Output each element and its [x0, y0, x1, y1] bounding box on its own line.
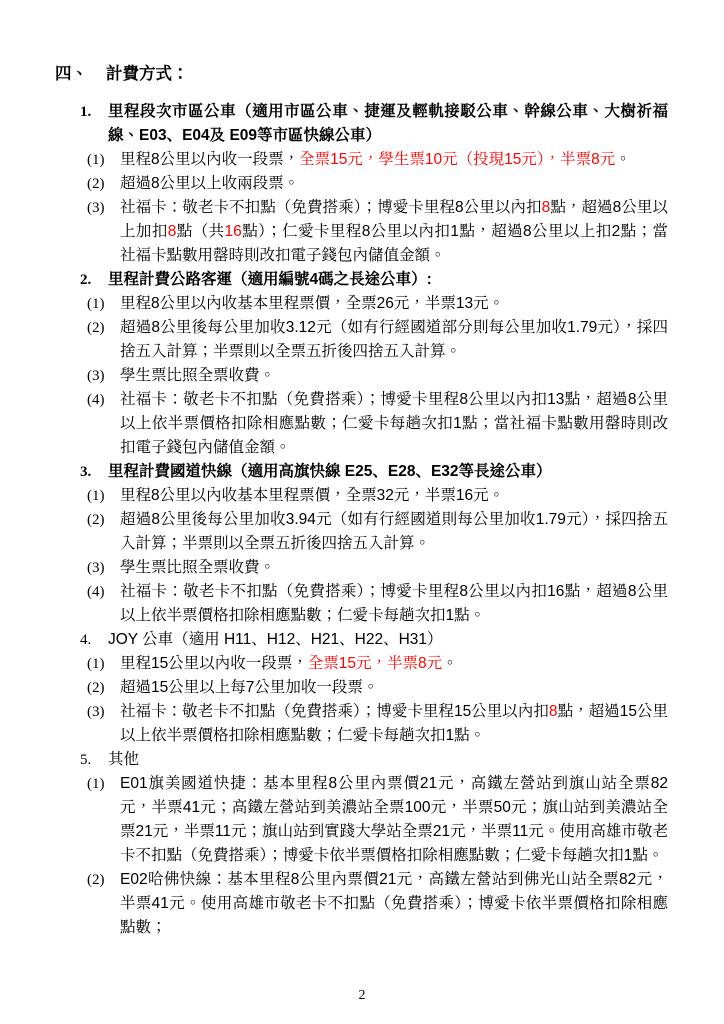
section-header: [80, 268, 668, 292]
item-text: [120, 316, 668, 364]
section-items: [87, 484, 668, 628]
body-text: 超過8公里後每公里加收3.94元（如有行經國道則每公里加收1.79元），採四捨五入計算；半票則以全票五折後四捨五入計算。: [120, 511, 668, 552]
item-label: (1): [87, 488, 105, 504]
item-text: [120, 772, 668, 868]
item-label: (2): [87, 320, 105, 336]
body-text: E01旗美國道快捷：基本里程8公里內票價21元，高鐵左營站到旗山站全票82元，半票41元；高鐵左營站到美濃站全票100元，半票50元；旗山站到美濃站全票21元，半票11元；旗山站到實踐大學站全票21元，半票11元。使用高雄市敬老卡不扣點（免費搭乘）；博愛卡依半票價格扣除相應點數；仁愛卡每趟次扣1點。: [120, 775, 668, 864]
item-label: (1): [87, 296, 105, 312]
item-label: (2): [87, 872, 105, 888]
item-text: [120, 364, 668, 388]
list-item: [87, 508, 668, 556]
section-header: [80, 628, 668, 652]
highlighted-text: 8: [541, 199, 551, 216]
item-label: (2): [87, 680, 105, 696]
highlighted-text: 8: [548, 703, 558, 720]
body-text: 。: [615, 151, 631, 168]
item-text: [120, 700, 668, 748]
section-title: JOY 公車（適用 H11、H12、H21、H22、H31）: [108, 631, 443, 648]
list-item: [87, 196, 668, 268]
body-text: 社福卡：敬老卡不扣點（免費搭乘）；博愛卡里程8公里以內扣13點，超過8公里以上依半票價格扣除相應點數；仁愛卡每趟次扣1點；當社福卡點數用罄時則改扣電子錢包內儲值金額。: [120, 391, 668, 456]
body-text: 社福卡：敬老卡不扣點（免費搭乘）；博愛卡里程8公里以內扣16點，超過8公里以上依半票價格扣除相應點數；仁愛卡每趟次扣1點。: [120, 583, 668, 624]
section-items: [87, 148, 668, 268]
body-text: 。: [442, 655, 458, 672]
body-text: 里程8公里以內收基本里程票價，全票32元，半票16元。: [120, 487, 505, 504]
list-item: [87, 772, 668, 868]
item-label: (2): [87, 512, 105, 528]
body-text: 超過8公里後每公里加收3.12元（如有行經國道部分則每公里加收1.79元），採四捨五入計算；半票則以全票五折後四捨五入計算。: [120, 319, 668, 360]
fare-section: [80, 268, 668, 460]
body-text: 點（共: [176, 223, 225, 240]
item-label: (4): [87, 392, 105, 408]
fare-section: [80, 460, 668, 628]
body-text: 超過8公里以上收兩段票。: [120, 175, 300, 192]
item-text: [120, 580, 668, 628]
list-item: [87, 292, 668, 316]
list-item: [87, 868, 668, 940]
highlighted-text: 全票15元，半票8元: [307, 655, 443, 672]
item-text: [120, 556, 668, 580]
page-number: 2: [358, 988, 366, 1003]
list-item: [87, 484, 668, 508]
section-title: 其他: [108, 751, 140, 768]
sections: [80, 100, 668, 940]
body-text: 里程8公里以內收一段票，: [120, 151, 300, 168]
body-text: 點）；仁愛卡里程8公里以內扣1點，超過8公里以上扣2點；當社福卡點數用罄時則改扣電子錢包內儲值金額。: [120, 223, 668, 264]
list-item: [87, 652, 668, 676]
list-item: [87, 700, 668, 748]
item-label: (3): [87, 368, 105, 384]
item-label: (2): [87, 176, 105, 192]
item-label: (1): [87, 656, 105, 672]
item-label: (3): [87, 560, 105, 576]
list-item: [87, 316, 668, 364]
highlighted-text: 全票15元，學生票10元（投現15元），半票8元: [299, 151, 616, 168]
item-label: (1): [87, 152, 105, 168]
body-text: E02哈佛快線：基本里程8公里內票價21元，高鐵左營站到佛光山站全票82元，半票41元。使用高雄市敬老卡不扣點（免費搭乘）；博愛卡依半票價格扣除相應點數；: [120, 871, 668, 936]
fare-section: [80, 628, 668, 748]
section-number: 2.: [80, 272, 92, 288]
section-header: [80, 748, 668, 772]
section-title: 里程段次市區公車（適用市區公車、捷運及輕軌接駁公車、幹線公車、大樹祈福線、E03、E04及 E09等市區快線公車）: [108, 103, 668, 144]
list-item: [87, 364, 668, 388]
item-text: [120, 868, 668, 940]
section-number: 3.: [80, 464, 92, 480]
item-label: (4): [87, 584, 105, 600]
section-items: [87, 772, 668, 940]
list-item: [87, 556, 668, 580]
body-text: 學生票比照全票收費。: [120, 367, 276, 384]
section-heading: [55, 62, 668, 86]
list-item: [87, 148, 668, 172]
item-text: [120, 508, 668, 556]
heading-title: 計費方式：: [106, 65, 189, 83]
body-text: 點，超過15公里以上依半票價格扣除相應點數；仁愛卡每趟次扣1點。: [120, 703, 668, 744]
fare-section: [80, 748, 668, 940]
item-text: [120, 148, 668, 172]
section-number: 4.: [80, 632, 92, 648]
body-text: 社福卡：敬老卡不扣點（免費搭乘）；博愛卡里程15公里以內扣: [120, 703, 549, 720]
item-text: [120, 676, 668, 700]
item-label: (3): [87, 200, 105, 216]
body-text: 學生票比照全票收費。: [120, 559, 276, 576]
page-footer: [0, 988, 724, 1004]
body-text: 社福卡：敬老卡不扣點（免費搭乘）；博愛卡里程8公里以內扣: [120, 199, 542, 216]
list-item: [87, 676, 668, 700]
list-item: [87, 580, 668, 628]
body-text: 超過15公里以上每7公里加收一段票。: [120, 679, 379, 696]
list-item: [87, 388, 668, 460]
item-text: [120, 196, 668, 268]
item-text: [120, 388, 668, 460]
item-text: [120, 484, 668, 508]
body-text: 里程8公里以內收基本里程票價，全票26元，半票13元。: [120, 295, 505, 312]
item-label: (3): [87, 704, 105, 720]
list-item: [87, 172, 668, 196]
fare-section: [80, 100, 668, 268]
section-header: [80, 460, 668, 484]
body-text: 里程15公里以內收一段票，: [120, 655, 308, 672]
item-text: [120, 652, 668, 676]
section-items: [87, 292, 668, 460]
section-number: 5.: [80, 752, 92, 768]
heading-number: 四、: [55, 65, 88, 83]
item-text: [120, 292, 668, 316]
section-title: 里程計費公路客運（適用編號4碼之長途公車）:: [108, 271, 432, 288]
item-label: (1): [87, 776, 105, 792]
section-title: 里程計費國道快線（適用高旗快線 E25、E28、E32等長途公車）: [108, 463, 552, 480]
body-text: 點，超過8公里以上加扣: [120, 199, 668, 240]
section-items: [87, 652, 668, 748]
highlighted-text: 8: [167, 223, 177, 240]
section-number: 1.: [80, 104, 92, 120]
item-text: [120, 172, 668, 196]
highlighted-text: 16: [224, 223, 242, 240]
section-header: [80, 100, 668, 148]
